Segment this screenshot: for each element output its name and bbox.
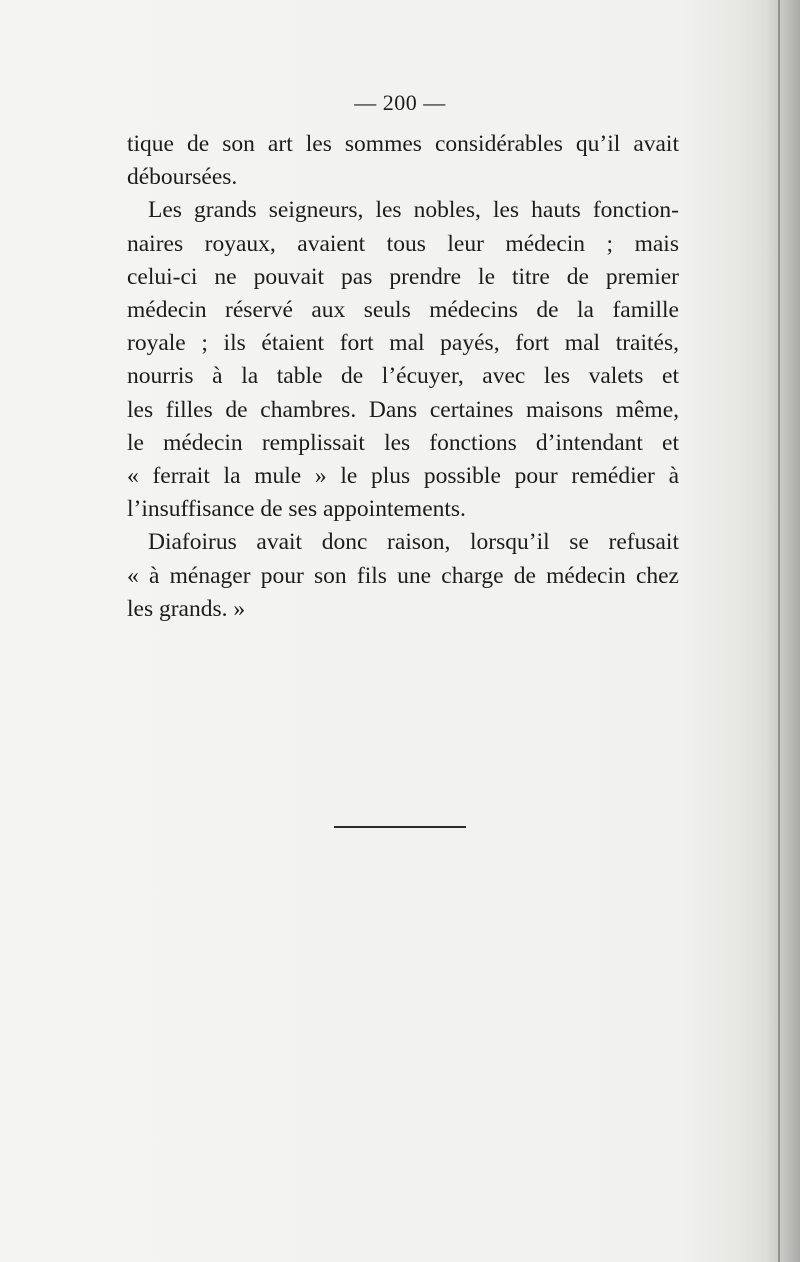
text-line: les grands. » <box>127 595 246 622</box>
text-line: royale ; ils étaient fort mal payés, fort mal traités, <box>127 330 679 357</box>
text-line: nourris à la table de l’écuyer, avec les valets et <box>127 363 679 390</box>
text-line: les filles de chambres. Dans certaines maisons même, <box>127 396 679 423</box>
text-line: naires royaux, avaient tous leur médecin ; mais <box>127 230 679 257</box>
text-line: le médecin remplissait les fonctions d’intendant et <box>127 429 679 456</box>
text-line: « ferrait la mule » le plus possible pour remédier à <box>127 463 679 490</box>
page-edge-line <box>778 0 780 1262</box>
text-line: Diafoirus avait donc raison, lorsqu’il se refusait <box>148 529 679 556</box>
text-line: l’insuffisance de ses appointements. <box>127 496 466 523</box>
text-line: tique de son art les sommes considérables qu’il avait <box>127 131 679 157</box>
body-text <box>127 128 679 626</box>
text-line: médecin réservé aux seuls médecins de la famille <box>127 297 679 324</box>
text-line: celui-ci ne pouvait pas prendre le titre de premier <box>127 263 679 290</box>
page-number: — 200 — <box>354 90 446 115</box>
closing-rule <box>334 826 466 828</box>
page-edge-shadow <box>766 0 800 1262</box>
text-line: Les grands seigneurs, les nobles, les hauts fonction- <box>148 197 679 224</box>
text-line: « à ménager pour son fils une charge de médecin chez <box>127 562 679 589</box>
text-line: déboursées. <box>127 164 238 191</box>
